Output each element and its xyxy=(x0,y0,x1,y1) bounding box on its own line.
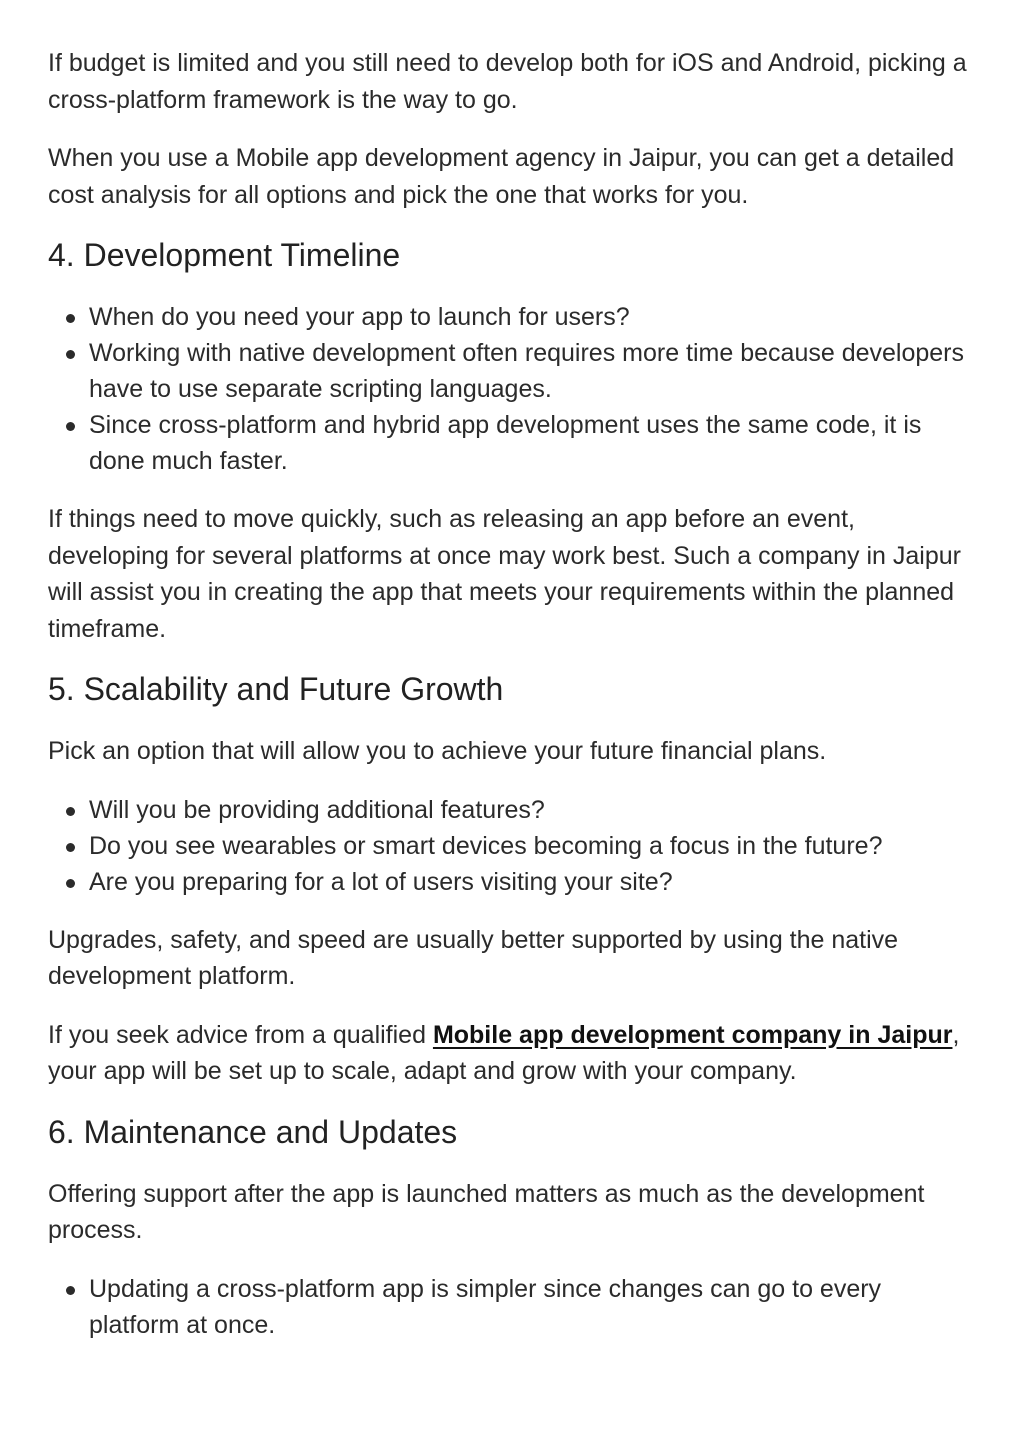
list-item xyxy=(89,864,974,900)
section-heading-scalability: 5. Scalability and Future Growth xyxy=(48,671,504,707)
advice-suffix: , your app will be set up to scale, adapt and grow with your company. xyxy=(48,1020,960,1085)
bullet-icon xyxy=(66,879,75,888)
section-heading-maintenance: 6. Maintenance and Updates xyxy=(48,1113,458,1150)
bullet-icon xyxy=(66,314,75,323)
scalability-intro: Pick an option that will allow you to achieve your future financial plans. xyxy=(48,737,827,765)
native-platform-paragraph: Upgrades, safety, and speed are usually better supported by using the native development platform. xyxy=(48,925,899,990)
bullet-icon xyxy=(66,807,75,816)
scalability-bullet-list xyxy=(48,792,976,900)
list-item xyxy=(89,407,974,479)
list-item-text: Will you be providing additional features? xyxy=(89,795,545,824)
list-item-text: Working with native development often requires more time because developers have to use separate scripting languages. xyxy=(89,339,964,403)
bullet-icon xyxy=(66,422,75,431)
company-link[interactable]: Mobile app development company in Jaipur xyxy=(432,1020,953,1049)
list-item-text: When do you need your app to launch for users? xyxy=(89,303,630,331)
maintenance-intro: Offering support after the app is launched matters as much as the development process. xyxy=(48,1179,925,1244)
list-item-text: Are you preparing for a lot of users visiting your site? xyxy=(89,867,673,896)
list-item xyxy=(89,1271,974,1343)
timeline-paragraph: If things need to move quickly, such as releasing an app before an event, developing for several platforms at once may work best. Such a company in Jaipur will assist you in creating the app that meets your requirements within the planned timeframe. xyxy=(48,505,961,643)
advice-paragraph xyxy=(48,1017,978,1090)
bullet-icon xyxy=(66,1286,75,1295)
list-item xyxy=(89,792,974,828)
list-item-text: Do you see wearables or smart devices becoming a focus in the future? xyxy=(89,831,883,860)
list-item xyxy=(89,335,974,407)
section-heading-development-timeline: 4. Development Timeline xyxy=(48,237,401,273)
list-item xyxy=(89,299,974,335)
list-item-text: Updating a cross-platform app is simpler since changes can go to every platform at once. xyxy=(89,1274,882,1339)
bullet-icon xyxy=(66,350,75,359)
timeline-bullet-list xyxy=(48,299,976,479)
list-item xyxy=(89,828,974,864)
agency-paragraph: When you use a Mobile app development agency in Jaipur, you can get a detailed cost analysis for all options and pick the one that works for you. xyxy=(48,144,955,209)
maintenance-bullet-list xyxy=(48,1271,976,1343)
bullet-icon xyxy=(66,843,75,852)
list-item-text: Since cross-platform and hybrid app development uses the same code, it is done much faster. xyxy=(89,411,922,475)
budget-paragraph: If budget is limited and you still need to develop both for iOS and Android, picking a cross-platform framework is the way to go. xyxy=(48,49,967,114)
advice-prefix: If you seek advice from a qualified xyxy=(48,1020,433,1049)
